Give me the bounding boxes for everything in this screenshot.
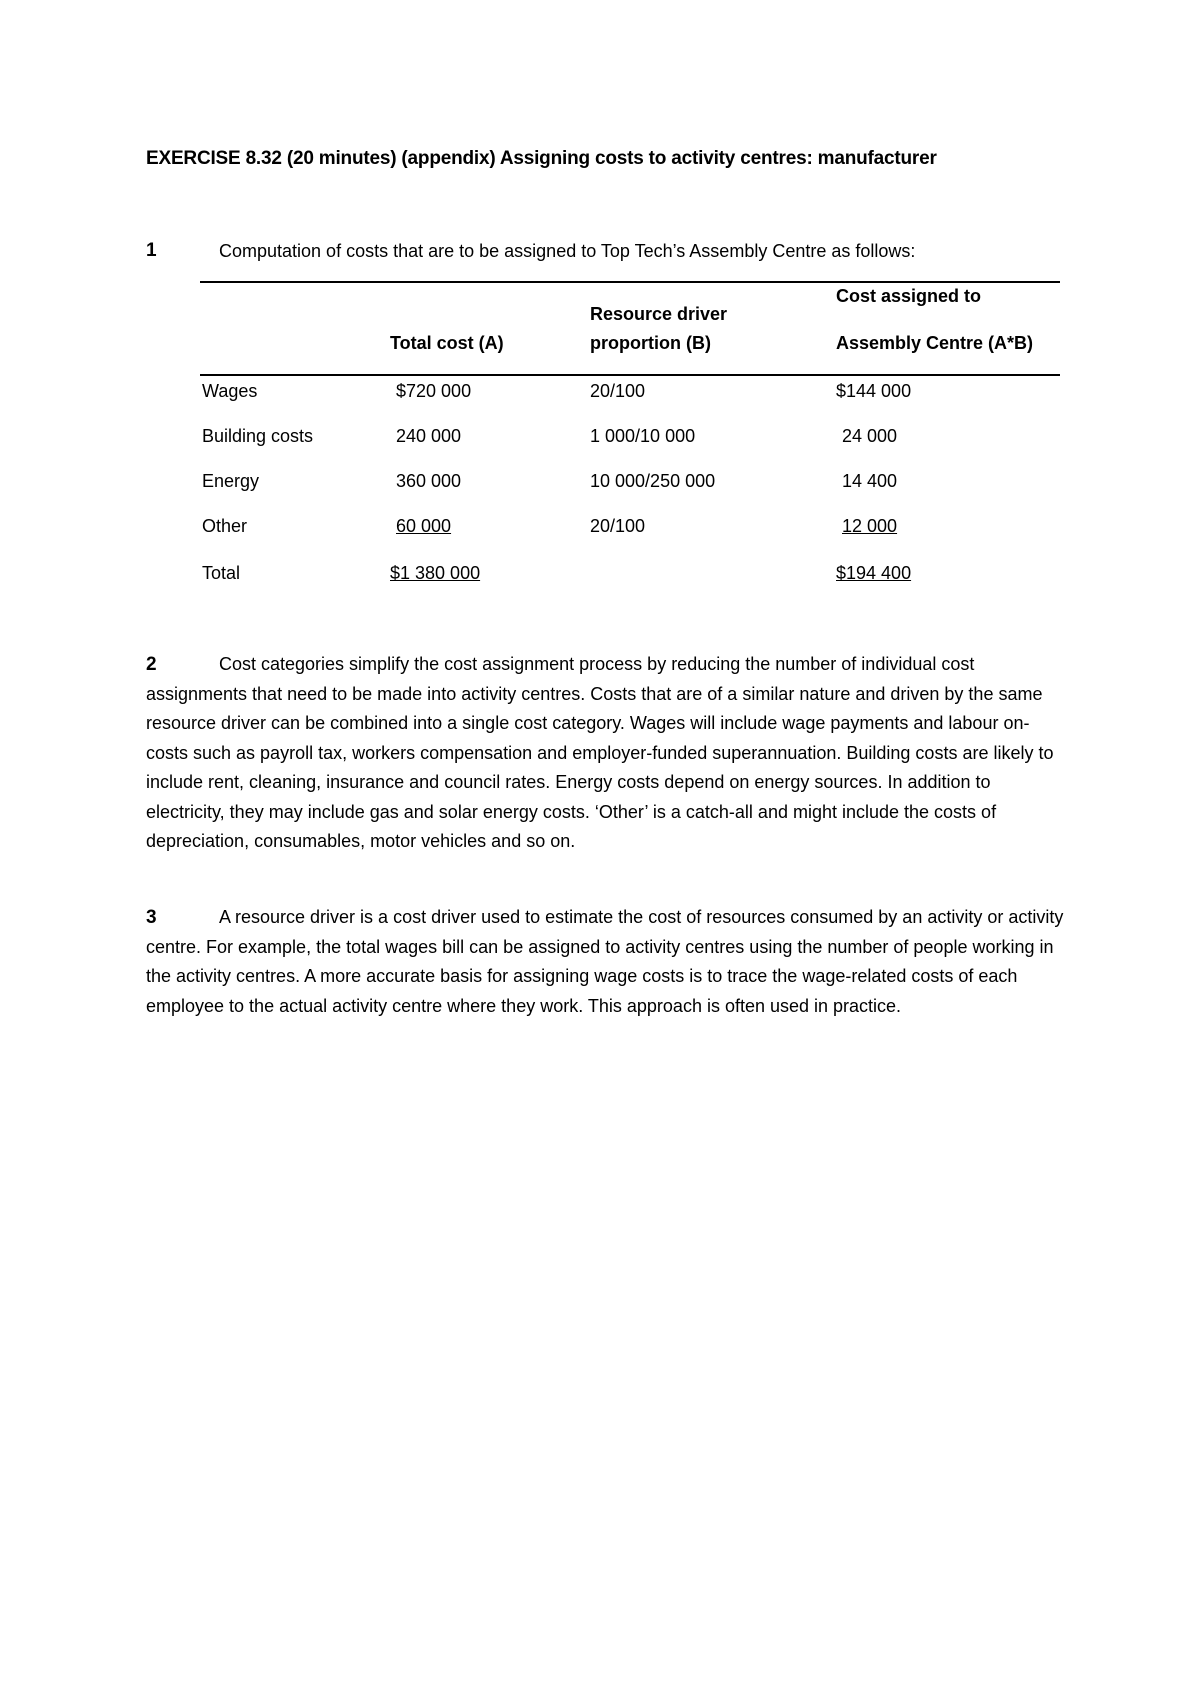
row-total-total: $1 380 000 bbox=[390, 563, 481, 583]
row-other-assigned: 12 000 bbox=[842, 516, 898, 536]
row-other-label: Other bbox=[202, 516, 248, 536]
header-assigned-line2: Assembly Centre (A*B) bbox=[836, 333, 1034, 353]
table-header-rule bbox=[200, 374, 1060, 376]
header-total-cost: Total cost (A) bbox=[390, 333, 504, 353]
row-building-label: Building costs bbox=[202, 426, 314, 446]
question-1-number: 1 bbox=[146, 240, 157, 261]
header-driver-line2: proportion (B) bbox=[590, 333, 711, 353]
question-3-number: 3 bbox=[146, 907, 157, 928]
row-wages-proportion: 20/100 bbox=[590, 381, 646, 401]
row-wages-assigned: $144 000 bbox=[836, 381, 912, 401]
question-1-intro: Computation of costs that are to be assigned to Top Tech’s Assembly Centre as follows: bbox=[219, 241, 916, 261]
row-other-proportion: 20/100 bbox=[590, 516, 646, 536]
row-total-assigned: $194 400 bbox=[836, 563, 912, 583]
header-assigned-line1: Cost assigned to bbox=[836, 286, 982, 306]
row-energy-label: Energy bbox=[202, 471, 260, 491]
question-2-text: Cost categories simplify the cost assignment process by reducing the number of individual cost assignments that need to be made into activity centres. Costs that are of a similar nature and driven by the same resource driver can be combined into a single cost category. Wages will include wage payments and labour on-costs such as payroll tax, workers compensation and employer-funded superannuation. Building costs are likely to include rent, cleaning, insurance and council rates. Energy costs depend on energy sources. In addition to electricity, they may include gas and solar energy costs. ‘Other’ is a catch-all and might include the costs of depreciation, consumables, motor vehicles and so on. bbox=[146, 654, 1054, 851]
row-wages-total: $720 000 bbox=[396, 381, 472, 401]
header-driver-line1: Resource driver bbox=[590, 304, 728, 324]
row-wages-label: Wages bbox=[202, 381, 258, 401]
row-energy-total: 360 000 bbox=[396, 471, 462, 491]
question-2-number: 2 bbox=[146, 654, 157, 675]
row-energy-assigned: 14 400 bbox=[842, 471, 898, 491]
row-building-assigned: 24 000 bbox=[842, 426, 898, 446]
row-energy-proportion: 10 000/250 000 bbox=[590, 471, 716, 491]
question-2-paragraph bbox=[146, 650, 1066, 857]
row-total-label: Total bbox=[202, 563, 241, 583]
row-building-total: 240 000 bbox=[396, 426, 462, 446]
table-top-rule bbox=[200, 281, 1060, 283]
row-other-total: 60 000 bbox=[396, 516, 452, 536]
question-3-paragraph bbox=[146, 903, 1066, 1021]
row-building-proportion: 1 000/10 000 bbox=[590, 426, 696, 446]
page-title: EXERCISE 8.32 (20 minutes) (appendix) Assigning costs to activity centres: manufacturer bbox=[146, 148, 937, 169]
question-3-text: A resource driver is a cost driver used to estimate the cost of resources consumed by an activity or activity centre. For example, the total wages bill can be assigned to activity centres using the number of people working in the activity centres. A more accurate basis for assigning wage costs is to trace the wage-related costs of each employee to the actual activity centre where they work. This approach is often used in practice. bbox=[146, 907, 1064, 1016]
